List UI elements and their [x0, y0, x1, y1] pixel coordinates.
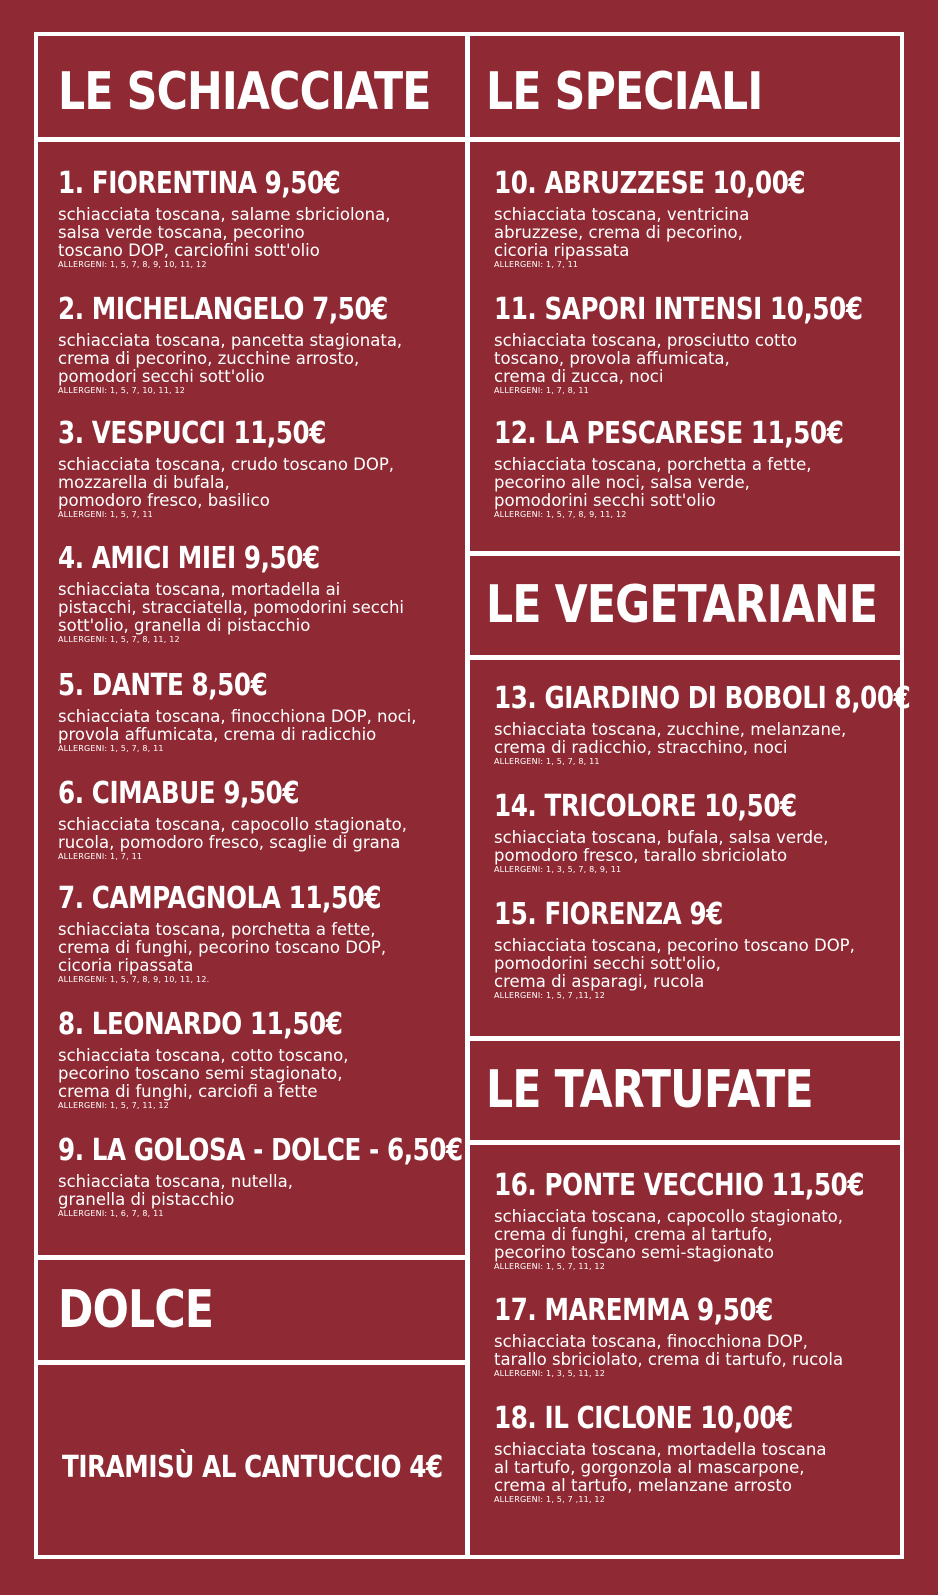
item-description: schiacciata toscana, mortadella toscana al tartufo, gorgonzola al mascarpone, crema al tartufo, melanzane arrosto [494, 1440, 827, 1495]
menu-item [494, 416, 904, 520]
item-description: schiacciata toscana, salame sbriciolona, salsa verde toscana, pecorino toscano DOP, carciofini sott'olio [58, 205, 391, 260]
menu-item [494, 166, 904, 270]
item-description: schiacciata toscana, finocchiona DOP, tarallo sbriciolato, crema di tartufo, rucola [494, 1332, 844, 1369]
item-title: 10. ABRUZZESE 10,00€ [494, 166, 806, 201]
section-heading-tartufate: LE TARTUFATE [486, 1060, 813, 1120]
item-description: schiacciata toscana, nutella, granella di pistacchio [58, 1172, 293, 1209]
item-description: schiacciata toscana, finocchiona DOP, noci, provola affumicata, crema di radicchio [58, 707, 417, 744]
item-title: 5. DANTE 8,50€ [58, 668, 268, 703]
item-title: 16. PONTE VECCHIO 11,50€ [494, 1168, 865, 1203]
item-allergens: ALLERGENI: 1, 7, 8, 11 [494, 386, 589, 395]
item-allergens: ALLERGENI: 1, 5, 7, 8, 9, 11, 12 [494, 510, 627, 519]
item-description: schiacciata toscana, pancetta stagionata, crema di pecorino, zucchine arrosto, pomodori secchi sott'olio [58, 331, 403, 386]
item-allergens: ALLERGENI: 1, 5, 7, 8, 11 [494, 757, 600, 766]
menu-item [58, 292, 458, 396]
item-allergens: ALLERGENI: 1, 5, 7, 8, 11, 12 [58, 635, 180, 644]
item-allergens: ALLERGENI: 1, 5, 7, 11 [58, 510, 153, 519]
item-title: 8. LEONARDO 11,50€ [58, 1007, 343, 1042]
item-description: schiacciata toscana, prosciutto cotto toscano, provola affumicata, crema di zucca, noci [494, 331, 798, 386]
item-title: 3. VESPUCCI 11,50€ [58, 416, 326, 451]
item-title: 15. FIORENZA 9€ [494, 897, 723, 932]
item-allergens: ALLERGENI: 1, 5, 7, 8, 11 [58, 744, 164, 753]
menu-item [494, 1168, 904, 1272]
item-title: 9. LA GOLOSA - DOLCE - 6,50€ [58, 1133, 463, 1168]
menu-item [58, 881, 458, 985]
section-heading-vegetariane: LE VEGETARIANE [486, 575, 878, 635]
item-description: schiacciata toscana, mortadella ai pistacchi, stracciatella, pomodorini secchi sott'olio, granella di pistacchio [58, 580, 404, 635]
dessert-item-title: TIRAMISÙ AL CANTUCCIO 4€ [62, 1450, 443, 1485]
item-title: 6. CIMABUE 9,50€ [58, 776, 300, 811]
item-title: 14. TRICOLORE 10,50€ [494, 789, 797, 824]
menu-item [494, 681, 911, 767]
item-description: schiacciata toscana, pecorino toscano DOP, pomodorini secchi sott'olio, crema di asparagi, rucola [494, 936, 855, 991]
column-divider [465, 32, 470, 1559]
item-title: 1. FIORENTINA 9,50€ [58, 166, 341, 201]
schiacciate-list [58, 0, 463, 1595]
section-heading-dolce: DOLCE [58, 1280, 214, 1340]
item-description: schiacciata toscana, bufala, salsa verde, pomodoro fresco, tarallo sbriciolato [494, 828, 829, 865]
menu-item [58, 668, 458, 754]
item-allergens: ALLERGENI: 1, 5, 7 ,11, 12 [494, 1495, 606, 1504]
menu-item [494, 897, 904, 1001]
item-allergens: ALLERGENI: 1, 5, 7, 11, 12 [58, 1101, 170, 1110]
item-title: 11. SAPORI INTENSI 10,50€ [494, 292, 863, 327]
item-allergens: ALLERGENI: 1, 7, 11 [58, 852, 143, 861]
item-allergens: ALLERGENI: 1, 6, 7, 8, 11 [58, 1209, 164, 1218]
item-allergens: ALLERGENI: 1, 5, 7, 8, 9, 10, 11, 12. [58, 975, 210, 984]
section-heading-speciali: LE SPECIALI [486, 62, 763, 122]
item-title: 17. MAREMMA 9,50€ [494, 1293, 773, 1328]
item-allergens: ALLERGENI: 1, 7, 11 [494, 260, 579, 269]
right-column-list [494, 0, 911, 1595]
item-allergens: ALLERGENI: 1, 3, 5, 7, 8, 9, 11 [494, 865, 622, 874]
item-title: 2. MICHELANGELO 7,50€ [58, 292, 388, 327]
section-heading-schiacciate: LE SCHIACCIATE [58, 62, 431, 122]
item-description: schiacciata toscana, capocollo stagionato, rucola, pomodoro fresco, scaglie di grana [58, 815, 408, 852]
item-allergens: ALLERGENI: 1, 5, 7, 11, 12 [494, 1262, 606, 1271]
item-allergens: ALLERGENI: 1, 5, 7, 8, 9, 10, 11, 12 [58, 260, 207, 269]
item-allergens: ALLERGENI: 1, 3, 5, 11, 12 [494, 1369, 606, 1378]
item-title: 18. IL CICLONE 10,00€ [494, 1401, 793, 1436]
item-title: 12. LA PESCARESE 11,50€ [494, 416, 844, 451]
menu-item [494, 292, 904, 396]
item-description: schiacciata toscana, crudo toscano DOP, mozzarella di bufala, pomodoro fresco, basilico [58, 455, 395, 510]
item-title: 4. AMICI MIEI 9,50€ [58, 541, 320, 576]
menu-item [58, 416, 458, 520]
menu-item [58, 1133, 463, 1219]
menu-item [58, 1007, 458, 1111]
item-description: schiacciata toscana, ventricina abruzzese, crema di pecorino, cicoria ripassata [494, 205, 750, 260]
item-title: 7. CAMPAGNOLA 11,50€ [58, 881, 382, 916]
item-allergens: ALLERGENI: 1, 5, 7 ,11, 12 [494, 991, 606, 1000]
menu-item [494, 1401, 904, 1505]
item-allergens: ALLERGENI: 1, 5, 7, 10, 11, 12 [58, 386, 186, 395]
menu-item [58, 541, 458, 645]
item-description: schiacciata toscana, capocollo stagionato, crema di funghi, crema al tartufo, pecorino toscano semi-stagionato [494, 1207, 844, 1262]
menu-item [58, 166, 458, 270]
menu-item [494, 1293, 904, 1379]
menu-item [58, 776, 458, 862]
item-title: 13. GIARDINO DI BOBOLI 8,00€ [494, 681, 911, 716]
item-description: schiacciata toscana, cotto toscano, pecorino toscano semi stagionato, crema di funghi, carciofi a fette [58, 1046, 349, 1101]
item-description: schiacciata toscana, porchetta a fette, pecorino alle noci, salsa verde, pomodorini secchi sott'olio [494, 455, 812, 510]
menu-item [494, 789, 904, 875]
item-description: schiacciata toscana, porchetta a fette, crema di funghi, pecorino toscano DOP, cicoria ripassata [58, 920, 387, 975]
item-description: schiacciata toscana, zucchine, melanzane, crema di radicchio, stracchino, noci [494, 720, 847, 757]
